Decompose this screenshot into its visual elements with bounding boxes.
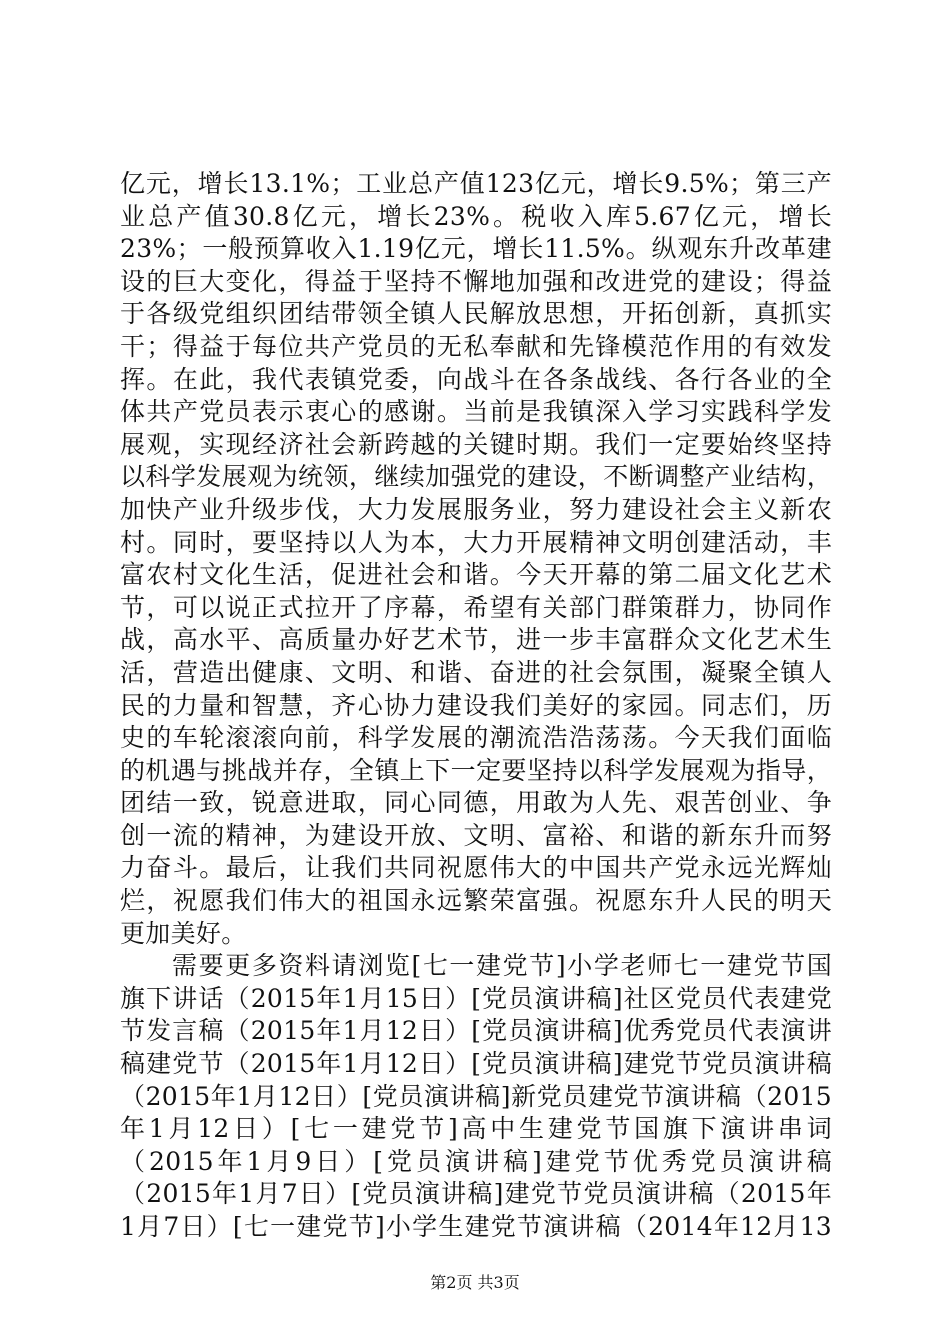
text-line: 加快产业升级步伐，大力发展服务业，努力建设社会主义新农	[120, 494, 832, 524]
page-number-footer: 第2页 共3页	[430, 1273, 520, 1292]
text-line: 战，高水平、高质量办好艺术节，进一步丰富群众文化艺术生	[120, 625, 832, 655]
text-line: 业总产值30.8亿元，增长23%。税收入库5.67亿元，增长	[120, 201, 832, 231]
text-line: 挥。在此，我代表镇党委，向战斗在各条战线、各行各业的全	[120, 364, 832, 394]
text-line: 更加美好。	[120, 918, 247, 948]
text-line: 活，营造出健康、文明、和谐、奋进的社会氛围，凝聚全镇人	[120, 657, 832, 687]
paragraph-speech	[120, 168, 832, 950]
text-line: 稿建党节（2015年1月12日）[党员演讲稿]建党节党员演讲稿	[120, 1049, 832, 1079]
text-line: 村。同时，要坚持以人为本，大力开展精神文明创建活动，丰	[120, 527, 832, 557]
text-line: 旗下讲话（2015年1月15日）[党员演讲稿]社区党员代表建党	[120, 983, 832, 1013]
text-line: 节发言稿（2015年1月12日）[党员演讲稿]优秀党员代表演讲	[120, 1016, 832, 1046]
text-line: 年1月12日）[七一建党节]高中生建党节国旗下演讲串词	[120, 1114, 832, 1144]
text-line: 民的力量和智慧，齐心协力建设我们美好的家园。同志们，历	[120, 690, 832, 720]
text-line: 以科学发展观为统领，继续加强党的建设，不断调整产业结构，	[120, 462, 832, 492]
text-line: 富农村文化生活，促进社会和谐。今天开幕的第二届文化艺术	[120, 560, 832, 590]
text-line: 于各级党组织团结带领全镇人民解放思想，开拓创新，真抓实	[120, 299, 832, 329]
text-line: 需要更多资料请浏览[七一建党节]小学老师七一建党节国	[172, 951, 832, 981]
text-line: 23%；一般预算收入1.19亿元，增长11.5%。纵观东升改革建	[120, 234, 832, 264]
document-body	[120, 168, 832, 1244]
text-line: 团结一致，锐意进取，同心同德，用敢为人先、艰苦创业、争	[120, 788, 832, 818]
text-line: （2015年1月9日）[党员演讲稿]建党节优秀党员演讲稿	[120, 1146, 832, 1176]
text-line: （2015年1月7日）[党员演讲稿]建党节党员演讲稿（2015年	[120, 1179, 832, 1209]
text-line: 展观，实现经济社会新跨越的关键时期。我们一定要始终坚持	[120, 429, 832, 459]
text-line: 烂，祝愿我们伟大的祖国永远繁荣富强。祝愿东升人民的明天	[120, 886, 832, 916]
text-line: 1月7日）[七一建党节]小学生建党节演讲稿（2014年12月13	[120, 1212, 832, 1241]
text-line: 史的车轮滚滚向前，科学发展的潮流浩浩荡荡。今天我们面临	[120, 723, 832, 753]
text-line: 体共产党员表示衷心的感谢。当前是我镇深入学习实践科学发	[120, 397, 832, 427]
paragraph-related-links	[120, 950, 832, 1243]
text-line: 亿元，增长13.1%；工业总产值123亿元，增长9.5%；第三产	[120, 169, 832, 198]
text-line: 的机遇与挑战并存，全镇上下一定要坚持以科学发展观为指导，	[120, 755, 832, 785]
text-line: （2015年1月12日）[党员演讲稿]新党员建党节演讲稿（2015	[120, 1081, 832, 1111]
text-line: 设的巨大变化，得益于坚持不懈地加强和改进党的建设；得益	[120, 266, 832, 296]
text-line: 节，可以说正式拉开了序幕，希望有关部门群策群力，协同作	[120, 592, 832, 622]
text-line: 力奋斗。最后，让我们共同祝愿伟大的中国共产党永远光辉灿	[120, 853, 832, 883]
text-line: 干；得益于每位共产党员的无私奉献和先锋模范作用的有效发	[120, 331, 832, 361]
text-line: 创一流的精神，为建设开放、文明、富裕、和谐的新东升而努	[120, 820, 832, 850]
